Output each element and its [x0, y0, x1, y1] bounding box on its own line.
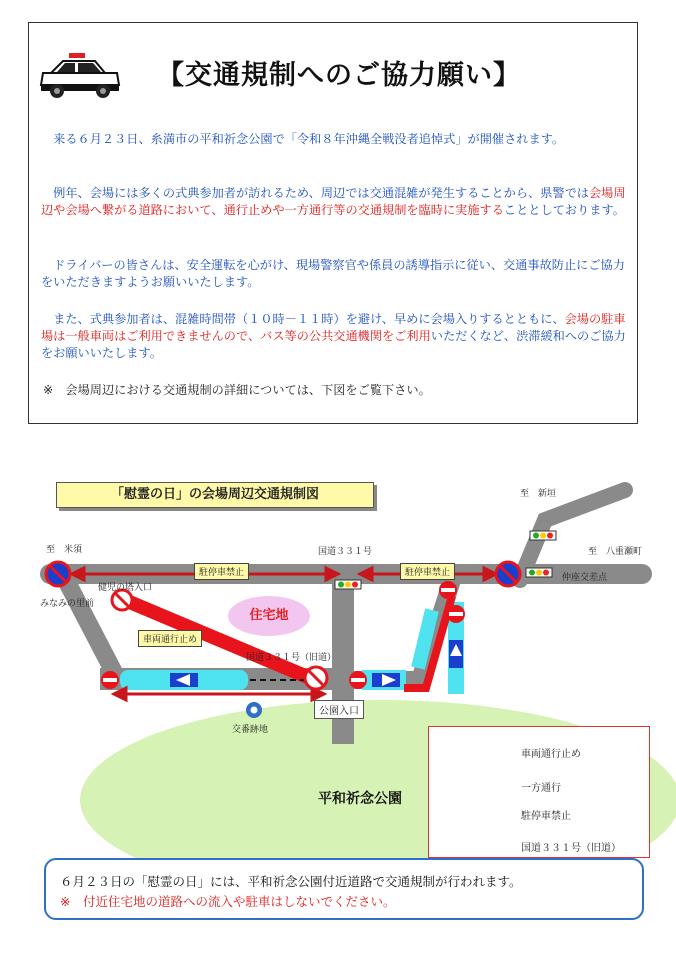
notice-note: ※ 会場周辺における交通規制の詳細については、下図をご覧下さい。 [43, 383, 431, 397]
paragraph-4-c: いただくなど、渋滞緩和へのご協力をお願いいたします。 [41, 329, 626, 360]
legend-oneway-label: 一方通行 [521, 783, 561, 794]
label-residential: 住宅地 [228, 596, 310, 636]
closure-sign-yaese [496, 562, 520, 586]
footer-line-1: ６月２３日の「慰霊の日」には、平和祈念公園付近道路で交通規制が行われます。 [60, 874, 522, 889]
footer-line-2: ※ 付近住宅地の道路への流入や駐車はしないでください。 [60, 894, 396, 909]
map-legend [428, 726, 650, 858]
road-right [350, 580, 452, 680]
paragraph-2-a: 例年、会場には多くの式典参加者が訪れるため、周辺では交通混雑が発生することから、県警では [41, 186, 589, 200]
traffic-map [0, 440, 676, 960]
traffic-light-1 [335, 580, 361, 589]
police-car-icon [39, 51, 121, 101]
footer-box [44, 858, 644, 920]
label-koban: 交番跡地 [232, 725, 269, 735]
noentry-sign-4 [447, 605, 465, 623]
label-closed: 車両通行止め [138, 630, 202, 647]
paragraph-4-b: 会場の駐車場は一般車両はご利用できませんので、バス等の公共交通機関をご利用 [41, 312, 626, 343]
paragraph-2-b: 会場周辺や会場へ繋がる道路において、通行止めや一方通行等の交通規制を臨時に実施する [41, 186, 626, 217]
noentry-sign-2 [349, 671, 367, 689]
label-noparking-2: 駐停車禁止 [400, 563, 455, 580]
closure-sign-lower [305, 667, 327, 689]
closure-sign-komesu [46, 562, 70, 586]
label-route-331: 国道３３１号 [318, 547, 373, 557]
notice-box [28, 22, 638, 424]
paragraph-4-a: また、式典参加者は、混雑時間帯（１０時－１１時）を避け、早めに会場入りするとともに、 [41, 312, 565, 326]
label-kenji: 健児の塔入口 [98, 583, 153, 593]
label-to-yaese: 至 八重瀬町 [588, 547, 643, 557]
paragraph-4 [41, 311, 631, 362]
noentry-sign-1 [101, 671, 119, 689]
label-to-komesu: 至 米須 [46, 545, 83, 555]
legend-closed-label: 車両通行止め [521, 749, 581, 760]
label-park: 平和祈念公園 [318, 791, 402, 807]
noentry-sign-3 [439, 581, 457, 599]
traffic-light-3 [526, 568, 552, 577]
label-route-old: 国道３３１号（旧道） [246, 653, 337, 663]
paragraph-3: ドライバーの皆さんは、安全運転を心がけ、現場警察官や係員の誘導指示に従い、交通事故防止にご協力をいただきますようお願いいたします。 [41, 258, 625, 289]
paragraph-1: 来る６月２３日、糸満市の平和祈念公園で「令和８年沖縄全戦没者追悼式」が開催されます。 [41, 132, 565, 146]
closure-sign-kenji [112, 590, 132, 610]
label-park-entrance: 公園入口 [314, 700, 364, 719]
label-noparking-1: 駐停車禁止 [194, 563, 249, 580]
paragraph-2-c: こととしております。 [503, 203, 625, 217]
legend-oldroad-label: 国道３３１号（旧道） [521, 843, 621, 854]
notice-title: 【交通規制へのご協力願い】 [157, 60, 521, 91]
label-intersection: 仲座交差点 [562, 573, 608, 583]
label-to-arakaki: 至 新垣 [520, 489, 557, 499]
traffic-light-2 [530, 531, 556, 540]
map-title: 「慰霊の日」の会場周辺交通規制図 [56, 482, 374, 508]
legend-noparking-label: 駐停車禁止 [521, 811, 571, 822]
paragraph-2 [41, 185, 631, 219]
label-minami: みなみの里前 [40, 599, 95, 609]
